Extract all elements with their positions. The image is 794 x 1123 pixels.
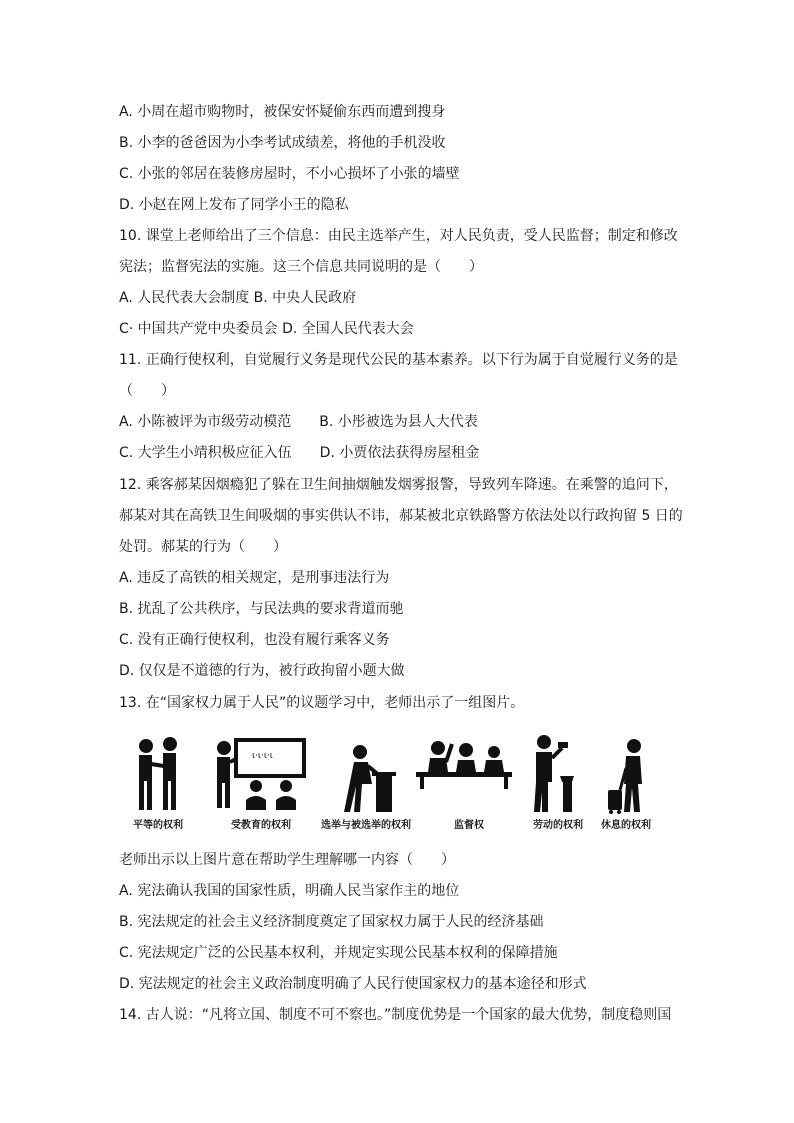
rest-pictogram bbox=[608, 739, 642, 814]
question-14: 14. 古人说：“凡将立国、制度不可不察也。”制度优势是一个国家的最大优势，制度稳则国 bbox=[119, 1007, 672, 1023]
text-line: C· 中国共产党中央委员会 D. 全国人民代表大会 bbox=[119, 321, 414, 337]
figure-label: 受教育的权利 bbox=[231, 820, 291, 831]
question-13: 13. 在“国家权力属于人民”的议题学习中，老师出示了一组图片。 bbox=[119, 695, 525, 711]
figure-label: 劳动的权利 bbox=[533, 820, 583, 831]
text-line: 处罚。郝某的行为（ ） bbox=[119, 539, 287, 555]
equality-pictogram bbox=[139, 737, 177, 810]
text-line: B. 小李的爸爸因为小李考试成绩差，将他的手机没收 bbox=[119, 135, 446, 151]
figure-label: 选举与被选举的权利 bbox=[321, 820, 411, 831]
text-line: A. 违反了高铁的相关规定，是刑事违法行为 bbox=[119, 570, 390, 586]
text-line: 宪法；监督宪法的实施。这三个信息共同说明的是（ ） bbox=[119, 259, 483, 275]
text-line: 老师出示以上图片意在帮助学生理解哪一内容（ ） bbox=[119, 852, 455, 868]
figure-label: 监督权 bbox=[454, 820, 484, 831]
text-line: C. 没有正确行使权利，也没有履行乘客义务 bbox=[119, 632, 390, 648]
rights-pictogram-figure bbox=[126, 734, 666, 834]
text-line: B. 宪法规定的社会主义经济制度奠定了国家权力属于人民的经济基础 bbox=[119, 914, 544, 930]
question-10: 10. 课堂上老师给出了三个信息：由民主选举产生，对人民负责，受人民监督；制定和修改 bbox=[119, 228, 678, 244]
text-line: A. 人民代表大会制度 B. 中央人民政府 bbox=[119, 290, 357, 306]
text-line: （ ） bbox=[119, 383, 175, 399]
supervision-pictogram bbox=[416, 741, 512, 789]
text-line: D. 仅仅是不道德的行为，被行政拘留小题大做 bbox=[119, 663, 405, 679]
text-line: C. 小张的邻居在装修房屋时，不小心损坏了小张的墙壁 bbox=[119, 166, 460, 182]
education-pictogram bbox=[217, 740, 304, 810]
text-line: A. 小陈被评为市级劳动模范 B. 小彤被选为县人大代表 bbox=[119, 414, 478, 430]
question-11: 11. 正确行使权利，自觉履行义务是现代公民的基本素养。以下行为属于自觉履行义务的是 bbox=[119, 352, 678, 368]
labor-pictogram bbox=[534, 735, 574, 812]
question-12: 12. 乘客郝某因烟瘾犯了躲在卫生间抽烟触发烟雾报警，导致列车降速。在乘警的追问下， bbox=[119, 477, 678, 493]
election-pictogram bbox=[344, 745, 396, 812]
text-line: C. 大学生小靖积极应征入伍 D. 小贾依法获得房屋租金 bbox=[119, 445, 480, 461]
figure-label: 休息的权利 bbox=[601, 820, 651, 831]
text-line: A. 宪法确认我国的国家性质，明确人民当家作主的地位 bbox=[119, 883, 460, 899]
text-line: D. 小赵在网上发布了同学小王的隐私 bbox=[119, 197, 349, 213]
text-line: D. 宪法规定的社会主义政治制度明确了人民行使国家权力的基本途径和形式 bbox=[119, 976, 587, 992]
text-line: A. 小周在超市购物时，被保安怀疑偷东西而遭到搜身 bbox=[119, 104, 446, 120]
text-line: 郝某对其在高铁卫生间吸烟的事实供认不讳，郝某被北京铁路警方依法处以行政拘留 5 日的 bbox=[119, 508, 683, 524]
text-line: B. 扰乱了公共秩序，与民法典的要求背道而驰 bbox=[119, 601, 404, 617]
board-text: ι·ι·ι·ι bbox=[252, 751, 273, 761]
text-line: C. 宪法规定广泛的公民基本权利，并规定实现公民基本权利的保障措施 bbox=[119, 945, 558, 961]
figure-label: 平等的权利 bbox=[133, 820, 183, 831]
